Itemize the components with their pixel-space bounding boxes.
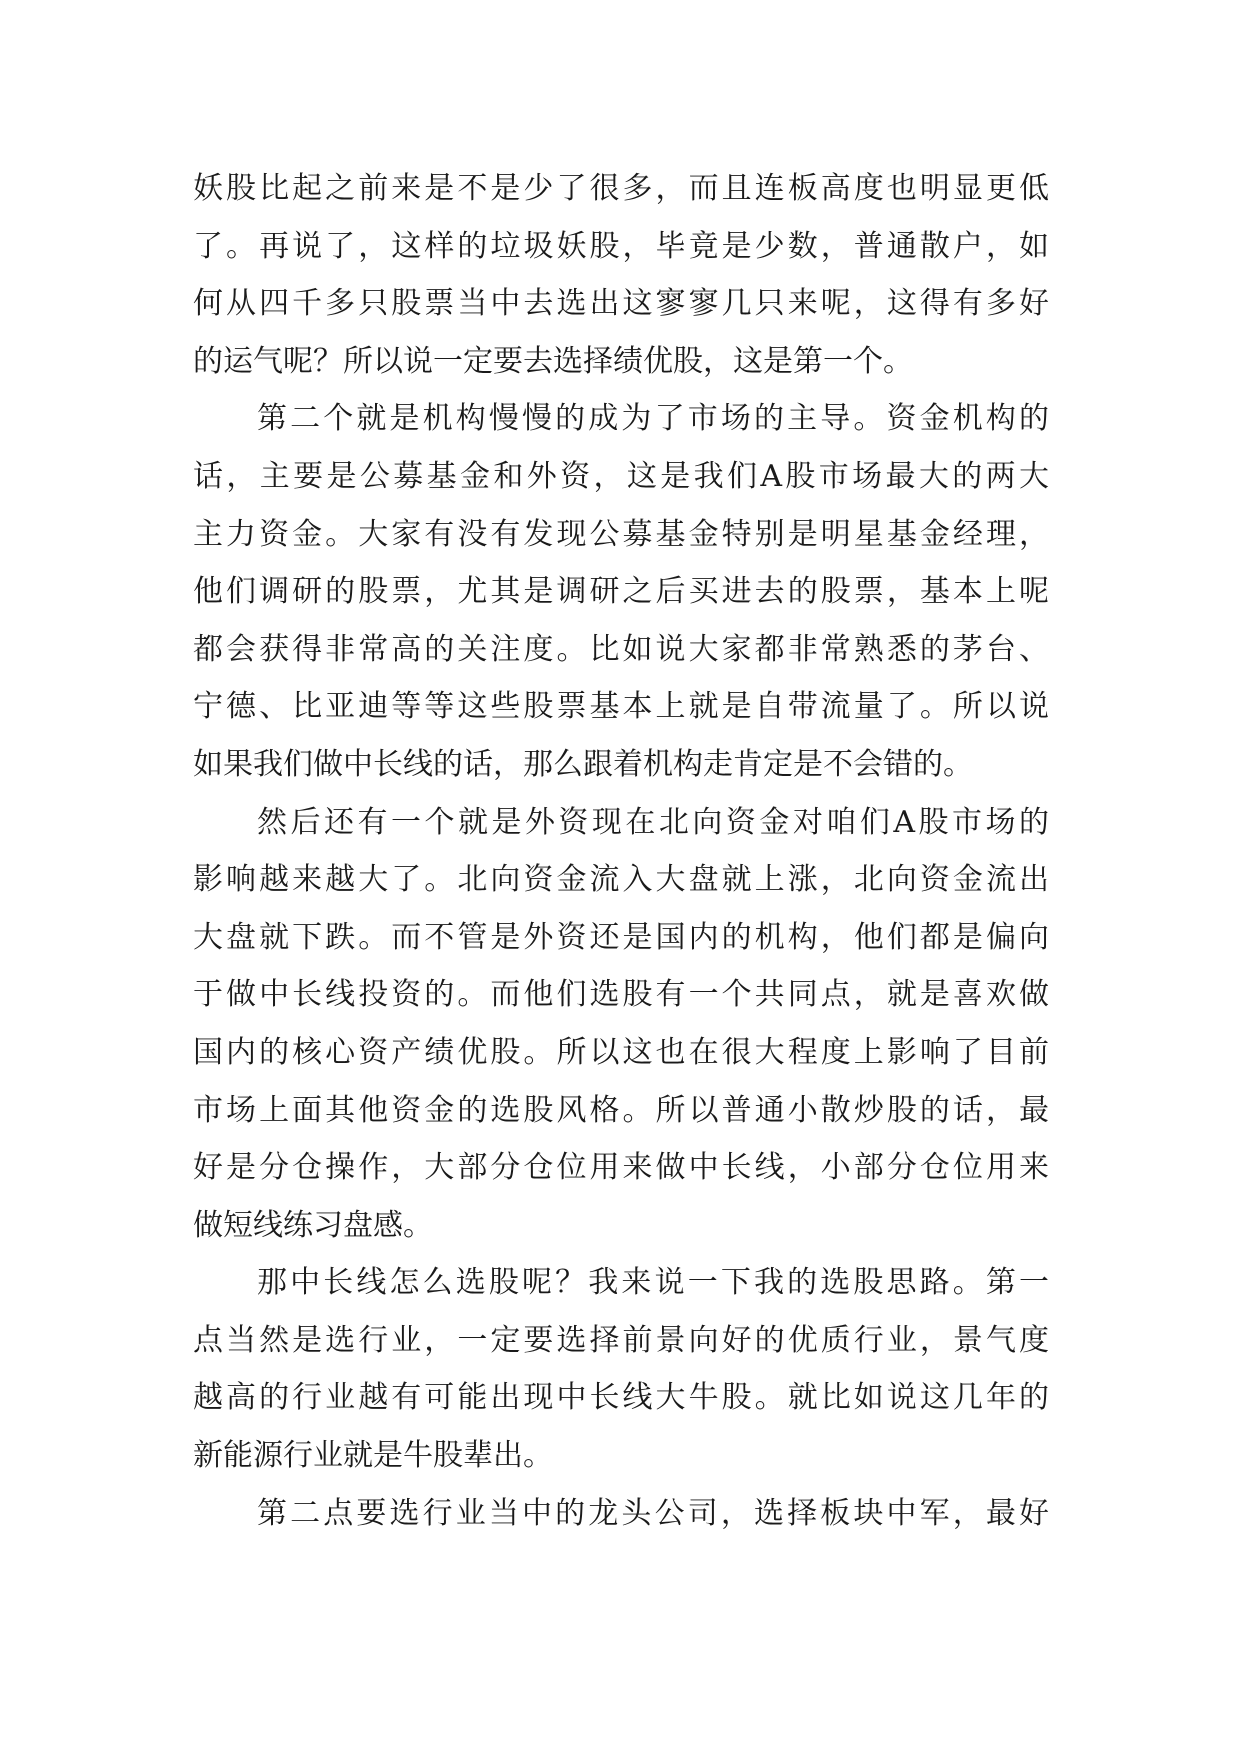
text-line: 妖股比起之前来是不是少了很多，而且连板高度也明显更低 [193, 171, 1049, 206]
text-line: 越高的行业越有可能出现中长线大牛股。就比如说这几年的 [193, 1380, 1049, 1416]
text-line: 了。再说了，这样的垃圾妖股，毕竟是少数，普通散户，如 [193, 228, 1049, 264]
text-line: 于做中长线投资的。而他们选股有一个共同点，就是喜欢做 [193, 977, 1049, 1013]
text-line: 宁德、比亚迪等等这些股票基本上就是自带流量了。所以说 [193, 689, 1049, 725]
text-line: 都会获得非常高的关注度。比如说大家都非常熟悉的茅台、 [193, 631, 1049, 667]
paragraph-first-line: 第二点要选行业当中的龙头公司，选择板块中军，最好 [257, 1495, 1049, 1531]
text-line: 何从四千多只股票当中去选出这寥寥几只来呢，这得有多好 [193, 286, 1049, 322]
text-line: 市场上面其他资金的选股风格。所以普通小散炒股的话，最 [193, 1092, 1049, 1128]
text-line: 国内的核心资产绩优股。所以这也在很大程度上影响了目前 [193, 1034, 1049, 1070]
text-line: 做短线练习盘感。 [193, 1207, 433, 1243]
text-line: 话，主要是公募基金和外资，这是我们A股市场最大的两大 [193, 458, 1049, 494]
text-line: 大盘就下跌。而不管是外资还是国内的机构，他们都是偏向 [193, 919, 1049, 955]
text-line: 点当然是选行业，一定要选择前景向好的优质行业，景气度 [193, 1322, 1049, 1358]
text-line: 的运气呢？所以说一定要去选择绩优股，这是第一个。 [193, 343, 913, 379]
text-line: 主力资金。大家有没有发现公募基金特别是明星基金经理， [193, 516, 1049, 552]
paragraph-first-line: 然后还有一个就是外资现在北向资金对咱们A股市场的 [257, 804, 1049, 840]
text-line: 他们调研的股票，尤其是调研之后买进去的股票，基本上呢 [193, 574, 1049, 610]
text-line: 影响越来越大了。北向资金流入大盘就上涨，北向资金流出 [193, 862, 1049, 898]
paragraph-first-line: 第二个就是机构慢慢的成为了市场的主导。资金机构的 [257, 401, 1049, 437]
text-line: 新能源行业就是牛股辈出。 [193, 1438, 553, 1474]
text-line: 好是分仓操作，大部分仓位用来做中长线，小部分仓位用来 [193, 1150, 1049, 1186]
body-text [193, 160, 1049, 1542]
paragraph-first-line: 那中长线怎么选股呢？我来说一下我的选股思路。第一 [257, 1265, 1049, 1301]
text-line: 如果我们做中长线的话，那么跟着机构走肯定是不会错的。 [193, 746, 973, 782]
